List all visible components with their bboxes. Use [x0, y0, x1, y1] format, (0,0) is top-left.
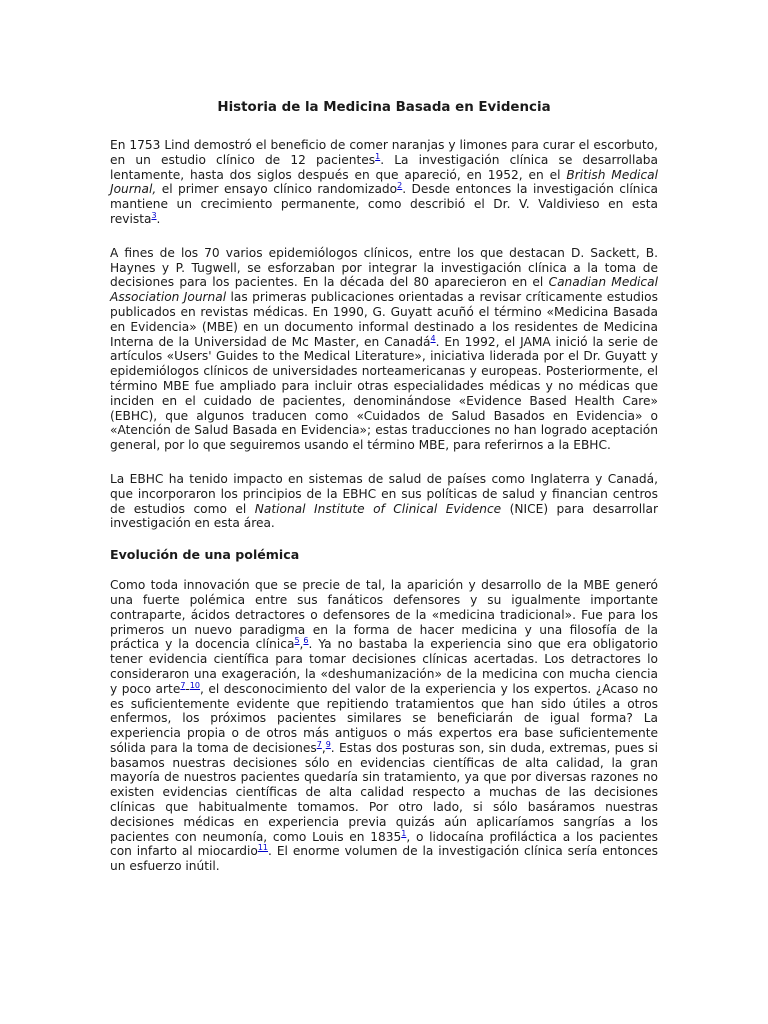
italic-title: National Institute of Clinical Evidence — [254, 501, 502, 516]
paragraph-history-mbe-origin — [110, 246, 658, 453]
reference-link[interactable]: 11 — [257, 843, 269, 853]
paragraph-history-lind — [110, 138, 658, 227]
reference-link[interactable]: 7 — [316, 739, 322, 749]
reference-link[interactable]: 3 — [151, 210, 157, 220]
text-run: Como toda innovación que se precie de tal, la aparición y desarrollo de la MBE generó una fuerte polémica entre sus fanáticos defensores y su igualmente importante contraparte, ácidos detractores o defensores de la «medicina tradicional». Fue para los primeros un nuevo paradigma en la forma de hacer medicina y una filosofía de la práctica y la docencia clínica — [110, 578, 658, 652]
reference-link[interactable]: 4 — [430, 333, 436, 343]
reference-link[interactable]: 1 — [401, 828, 407, 838]
text-run: . — [156, 211, 161, 226]
text-run: , o lidocaína profiláctica a los pacientes con infarto al miocardio — [110, 829, 658, 859]
reference-link[interactable]: 5 — [294, 636, 300, 646]
page-title: Historia de la Medicina Basada en Evidencia — [217, 100, 551, 115]
text-run: . El enorme volumen de la investigación clínica sería entonces un esfuerzo inútil. — [110, 844, 658, 874]
reference-link[interactable]: 7 — [180, 680, 186, 690]
text-run: (NICE) para desarrollar investigación en esta área. — [110, 501, 658, 531]
text-run: el primer ensayo clínico randomizado — [156, 182, 398, 197]
paragraph-polemic — [110, 578, 658, 874]
text-run: - — [185, 681, 190, 696]
reference-link[interactable]: 1 — [375, 151, 381, 161]
text-run: . En 1992, el JAMA inició la serie de artículos «Users' Guides to the Medical Literature», iniciativa liderada por el Dr. Guyatt y epidemiólogos clínicos de universidades norteamericanas y europeas. Posteriormente, el término MBE fue ampliado para incluir otras especialidades médicas y no médicas que inciden en el cuidado de pacientes, denominándose «Evidence Based Health Care» (EBHC), que algunos traducen como «Cuidados de Salud Basados en Evidencia» o «Atención de Salud Basada en Evidencia»; estas traducciones no han logrado aceptación general, por lo que seguiremos usando el término MBE, para referirnos a la EBHC. — [110, 334, 658, 453]
text-run: , — [321, 740, 326, 755]
text-run: . La investigación clínica se desarrollaba lentamente, hasta dos siglos después en que apareció, en 1952, en el — [110, 152, 659, 182]
reference-link[interactable]: 6 — [303, 636, 309, 646]
text-run: . Ya no bastaba la experiencia sino que era obligatorio tener evidencia científica para tomar decisiones clínicas acertadas. Los detractores lo consideraron una exageración, la «deshumanización» de la medicina con mucha ciencia y poco arte — [110, 637, 659, 696]
text-run: las primeras publicaciones orientadas a revisar críticamente estudios publicados en revistas médicas. En 1990, G. Guyatt acuñó el término «Medicina Basada en Evidencia» (MBE) en un documento informal destinado a los residentes de Medicina Interna de la Universidad de Mc Master, en Canadá — [110, 290, 658, 349]
italic-title: British Medical Journal, — [110, 167, 659, 197]
text-run: , el desconocimiento del valor de la experiencia y los expertos. ¿Acaso no es suficientemente evidente que repitiendo tratamientos que han sido útiles a otros enfermos, los próximos pacientes similares se beneficiarán de igual forma? La experiencia propia o de otros más antiguos o más expertos era base suficientemente sólida para la toma de decisiones — [110, 681, 658, 755]
section-heading: Evolución de una polémica — [110, 547, 300, 563]
text-run: , — [299, 637, 304, 652]
text-run: En 1753 Lind demostró el beneficio de comer naranjas y limones para curar el escorbuto, en un estudio clínico de 12 pacientes — [110, 138, 658, 167]
reference-link[interactable]: 10 — [189, 680, 201, 690]
article — [110, 98, 658, 874]
text-run: . Estas dos posturas son, sin duda, extremas, pues si basamos nuestras decisiones sólo en evidencias científicas de alta calidad, la gran mayoría de nuestros pacientes quedaría sin tratamiento, ya que por diversas razones no existen evidencias científicas de alta calidad respecto a muchas de las decisiones clínicas que habitualmente tomamos. Por otro lado, si sólo basáramos nuestras decisiones médicas en experiencia previa quizás aún aplicaríamos sangrías a los pacientes con neumonía, como Louis en 1835 — [110, 740, 658, 844]
text-run: . Desde entonces la investigación clínica mantiene un crecimiento permanente, como describió el Dr. V. Valdivieso en esta revista — [110, 182, 659, 226]
text-run: La EBHC ha tenido impacto en sistemas de salud de países como Inglaterra y Canadá, que incorporaron los principios de la EBHC en sus políticas de salud y financian centros de estudios como el — [110, 471, 658, 516]
reference-link[interactable]: 2 — [397, 181, 403, 191]
text-run: A fines de los 70 varios epidemiólogos clínicos, entre los que destacan D. Sackett, B. Haynes y P. Tugwell, se esforzaban por integrar la investigación clínica a la toma de decisiones para los pacientes. En la década del 80 aparecieron en el — [110, 245, 658, 290]
paragraph-history-ebhc-impact — [110, 472, 658, 531]
italic-title: Canadian Medical Association Journal — [110, 275, 658, 305]
reference-link[interactable]: 9 — [325, 739, 331, 749]
